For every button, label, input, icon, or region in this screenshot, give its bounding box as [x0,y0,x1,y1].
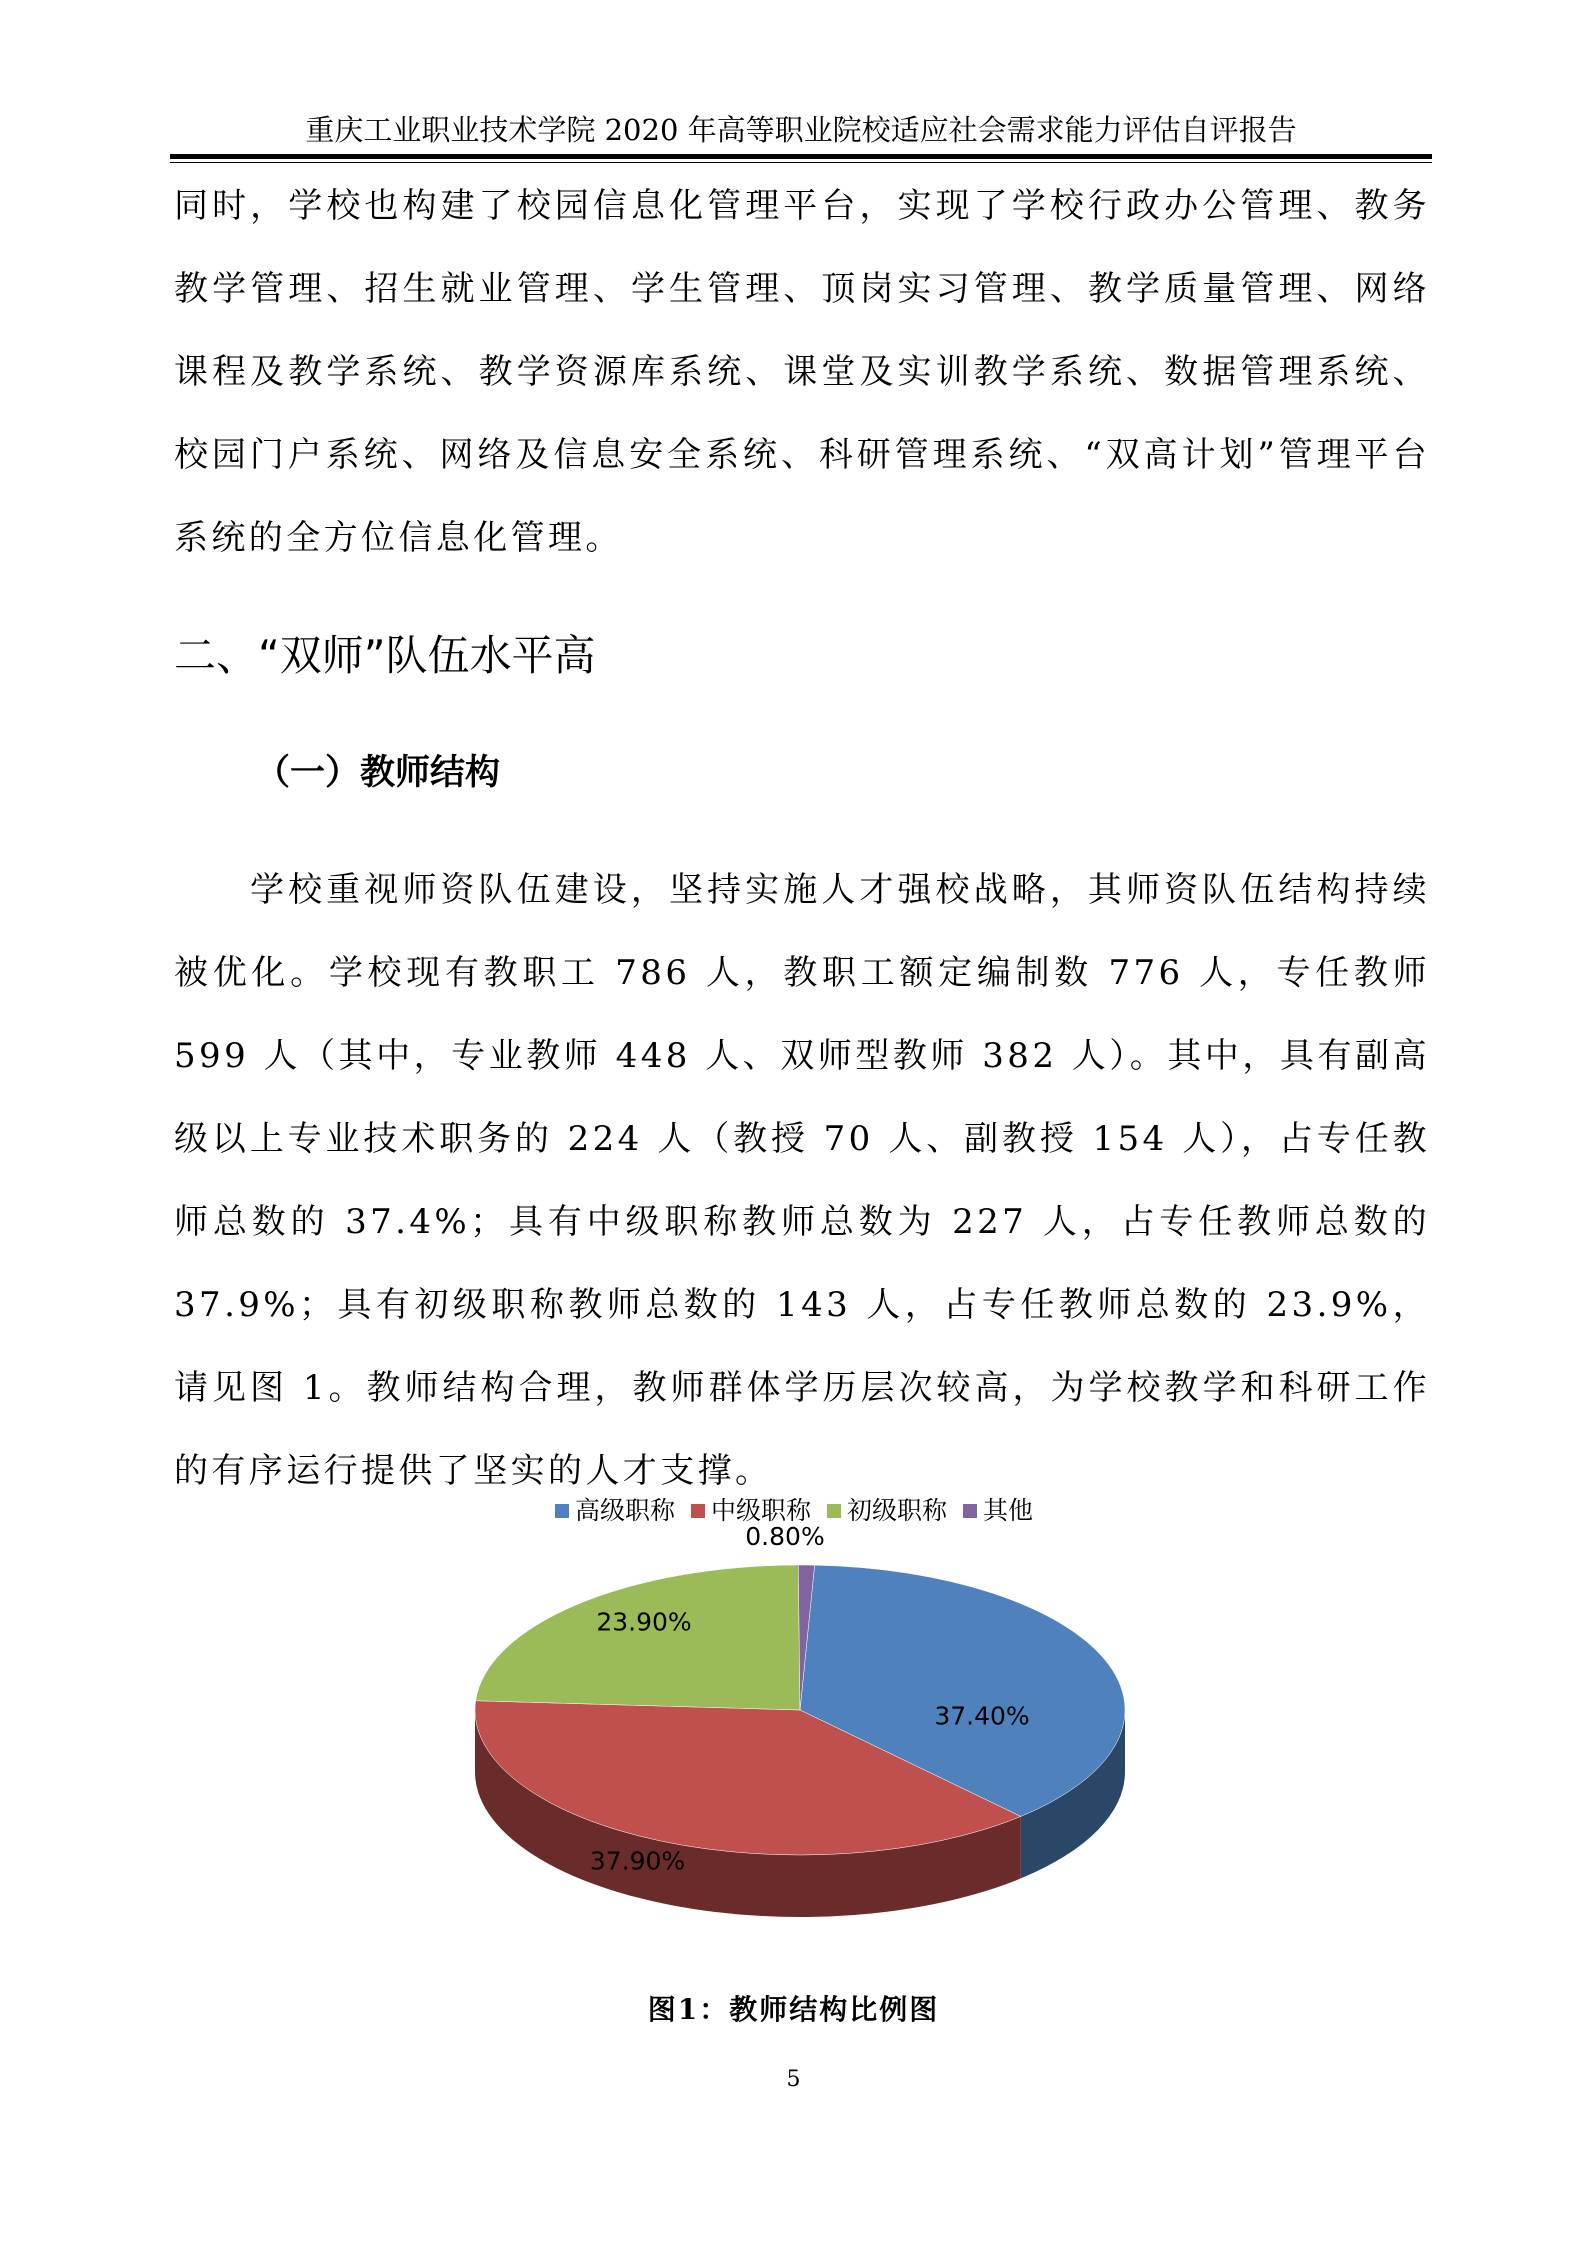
pie-slice [476,1565,800,1710]
page-number: 5 [786,2067,801,2092]
legend-label: 高级职称 [575,1496,676,1525]
section-heading: 二、“双师”队伍水平高 [174,631,596,680]
figure-caption: 图1：教师结构比例图 [647,1993,940,2026]
pie-data-label: 37.90% [589,1846,686,1876]
legend-swatch [691,1504,705,1518]
header-rule-thin [170,162,1432,163]
pie-data-label: 0.80% [745,1522,825,1551]
pie-data-label: 23.90% [596,1607,692,1637]
running-header: 重庆工业职业技术学院 2020 年高等职业院校适应社会需求能力评估自评报告 [305,113,1297,147]
legend-swatch [963,1504,977,1518]
pie-data-label: 37.40% [934,1701,1030,1731]
legend-item [827,1493,947,1529]
pie-chart [460,1522,1140,1965]
subsection-heading: （一）教师结构 [255,753,501,793]
legend-label: 中级职称 [711,1496,812,1525]
body-paragraph-1: 同时，学校也构建了校园信息化管理平台，实现了学校行政办公管理、教务教学管理、招生就业管理、学生管理、顶岗实习管理、教学质量管理、网络课程及教学系统、教学资源库系统、课堂及实训教学系统、数据管理系统、校园门户系统、网络及信息安全系统、科研管理系统、“双高计划”管理平台系统的全方位信息化管理。 [174,186,1430,558]
legend-item [555,1493,675,1529]
legend-item [963,1493,1033,1529]
body-paragraph-2: 学校重视师资队伍建设，坚持实施人才强校战略，其师资队伍结构持续被优化。学校现有教职工 786 人，教职工额定编制数 776 人，专任教师 599 人（其中，专业教师 448 人、双师型教师 382 人）。其中，具有副高级以上专业技术职务的 224 人（教授 70 人、副教授 154 人），占专任教师总数的 37.4%；具有中级职称教师总数为 227 人，占专任教师总数的 37.9%；具有初级职称教师总数的 143 人，占专任教师总数的 23.9%，请见图 1。教师结构合理，教师群体学历层次较高，为学校教学和科研工作的有序运行提供了坚实的人才支撑。 [174,870,1430,1491]
legend-swatch [827,1504,841,1518]
legend-swatch [555,1504,569,1518]
legend-label: 其他 [983,1496,1034,1525]
header-rule [170,154,1432,159]
legend-label: 初级职称 [847,1496,948,1525]
